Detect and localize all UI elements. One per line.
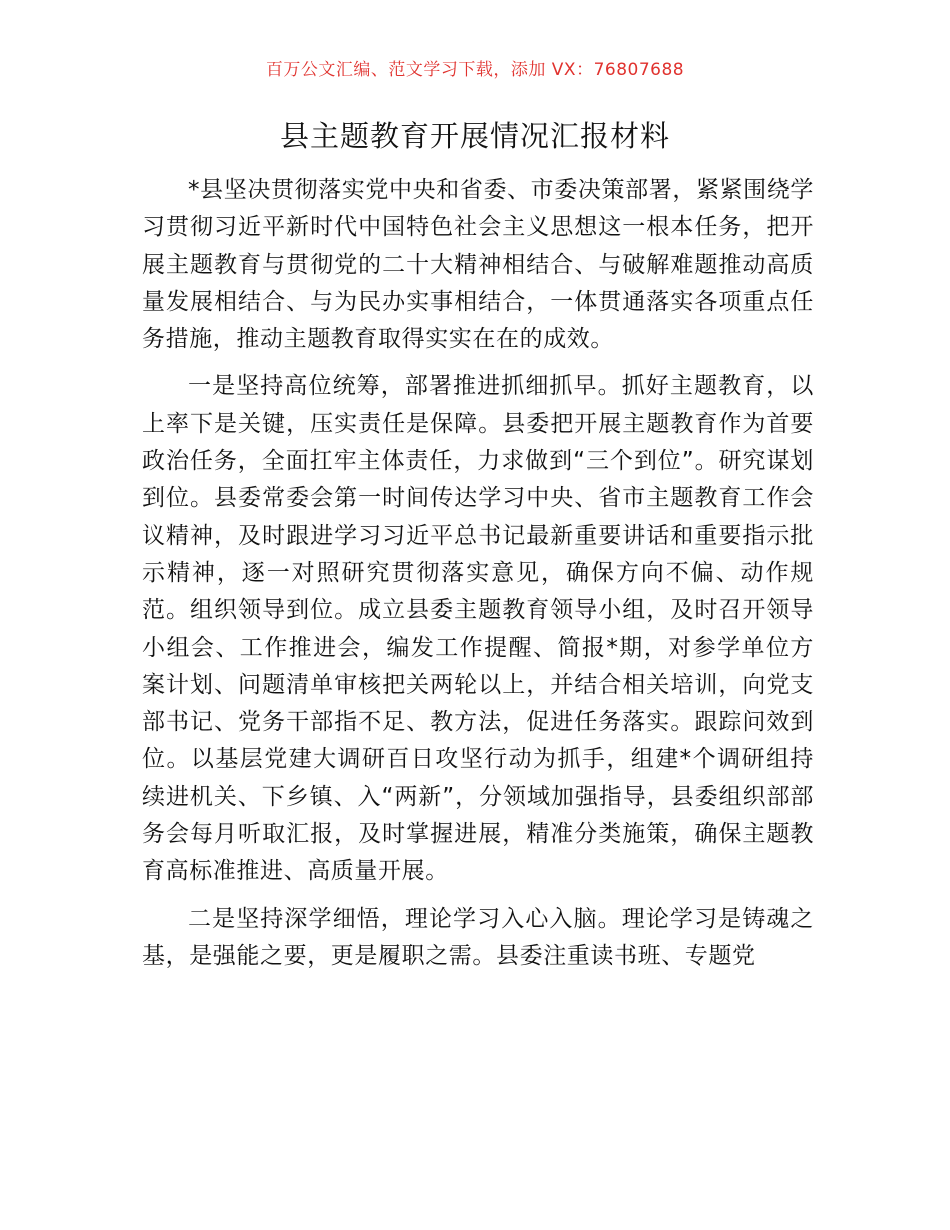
paragraph-section-two: 二是坚持深学细悟，理论学习入心入脑。理论学习是铸魂之基，是强能之要，更是履职之需。县委注重读书班、专题党: [142, 905, 814, 969]
document-body: [142, 172, 814, 985]
paragraph-intro: *县坚决贯彻落实党中央和省委、市委决策部署，紧紧围绕学习贯彻习近平新时代中国特色社会主义思想这一根本任务，把开展主题教育与贯彻党的二十大精神相结合、与破解难题推动高质量发展相结合、与为民办实事相结合，一体贯通落实各项重点任务措施，推动主题教育取得实实在在的成效。: [142, 177, 814, 353]
watermark-header: 百万公文汇编、范文学习下载，添加 VX：76807688: [265, 60, 685, 80]
paragraph-section-one: 一是坚持高位统筹，部署推进抓细抓早。抓好主题教育，以上率下是关键，压实责任是保障。县委把开展主题教育作为首要政治任务，全面扛牢主体责任，力求做到“三个到位”。研究谋划到位。县委常委会第一时间传达学习中央、省市主题教育工作会议精神，及时跟进学习习近平总书记最新重要讲话和重要指示批示精神，逐一对照研究贯彻落实意见，确保方向不偏、动作规范。组织领导到位。成立县委主题教育领导小组，及时召开领导小组会、工作推进会，编发工作提醒、简报*期，对参学单位方案计划、问题清单审核把关两轮以上，并结合相关培训，向党支部书记、党务干部指不足、教方法，促进任务落实。跟踪问效到位。以基层党建大调研百日攻坚行动为抓手，组建*个调研组持续进机关、下乡镇、入“两新”，分领域加强指导，县委组织部部务会每月听取汇报，及时掌握进展，精准分类施策，确保主题教育高标准推进、高质量开展。: [142, 373, 814, 885]
document-title: 县主题教育开展情况汇报材料: [279, 119, 670, 153]
